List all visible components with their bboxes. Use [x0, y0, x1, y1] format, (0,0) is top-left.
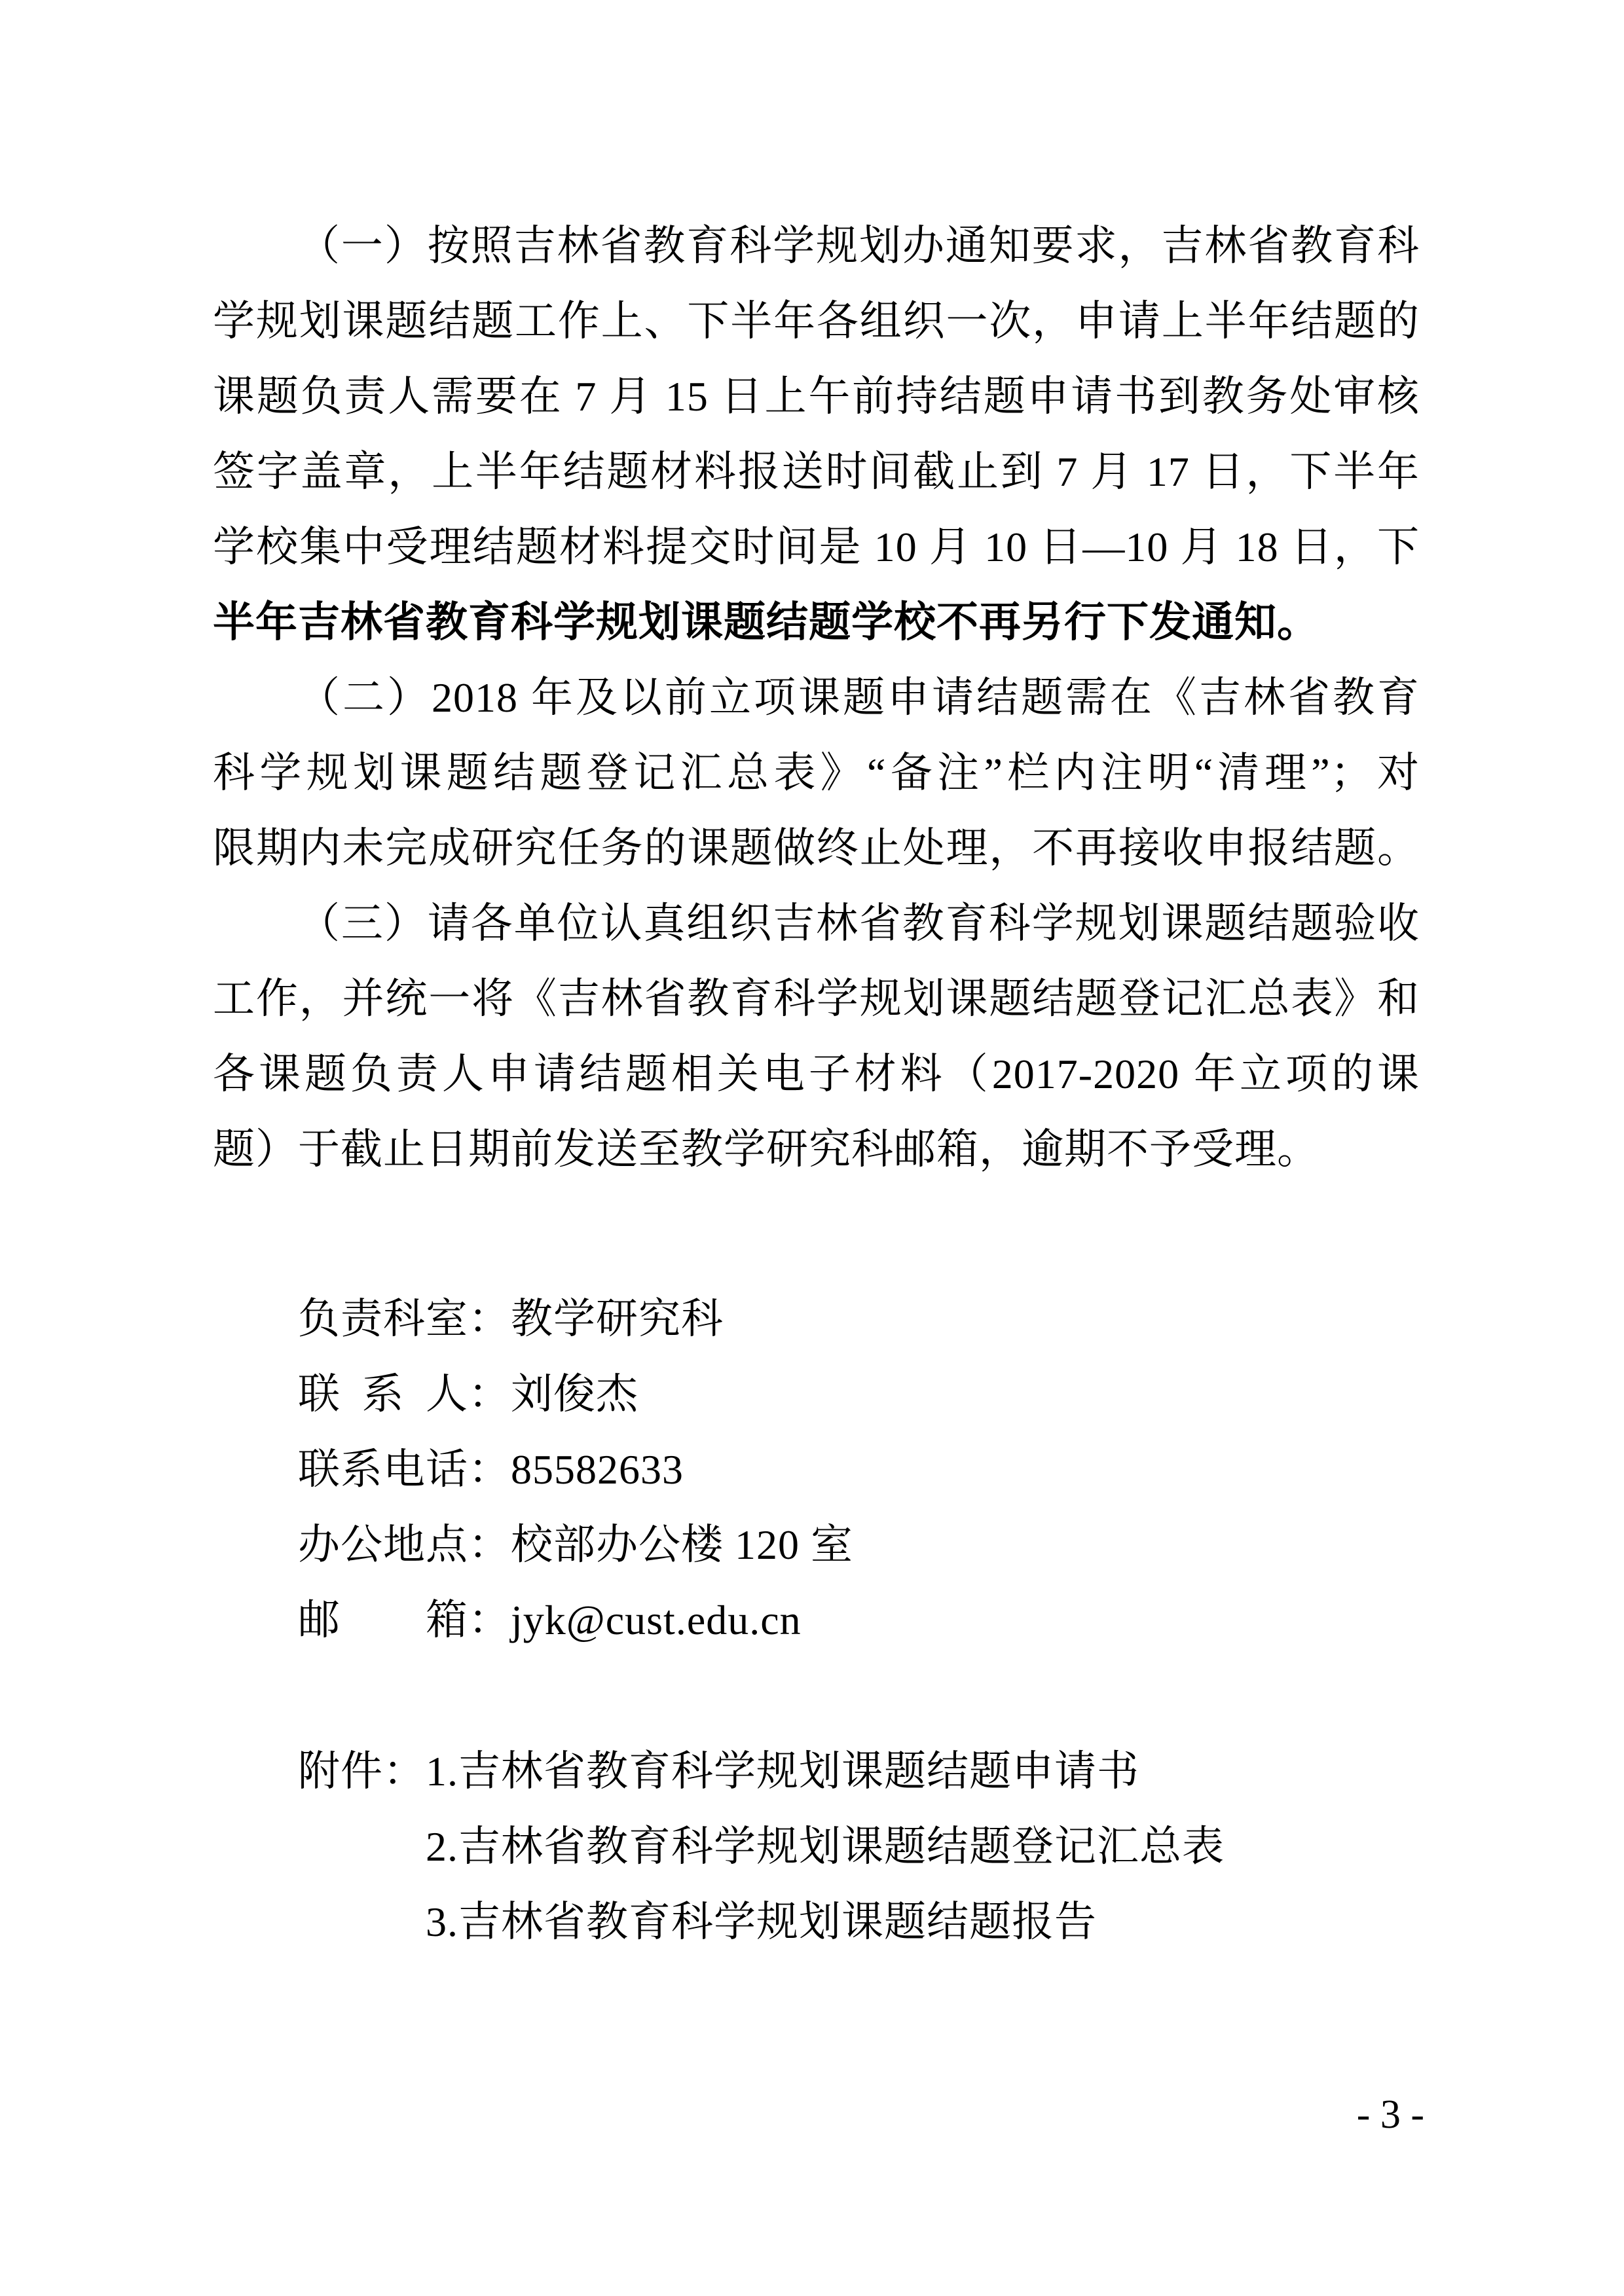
notice-body — [213, 208, 1420, 1187]
body-line: 签字盖章，上半年结题材料报送时间截止到 7 月 17 日，下半年 — [213, 448, 1420, 495]
body-line: 各课题负责人申请结题相关电子材料（2017-2020 年立项的课 — [213, 1051, 1420, 1097]
contact-label: 联系人 — [298, 1371, 468, 1417]
body-line: 课题负责人需要在 7 月 15 日上午前持结题申请书到教务处审核 — [213, 373, 1420, 420]
contact-value: 教学研究科 — [511, 1296, 724, 1342]
body-line: 学校集中受理结题材料提交时间是 10 月 10 日—10 月 18 日，下 — [213, 524, 1420, 570]
body-line: 科学规划课题结题登记汇总表》“备注”栏内注明“清理”；对 — [213, 750, 1420, 796]
body-line: 限期内未完成研究任务的课题做终止处理，不再接收申报结题。 — [213, 825, 1420, 871]
contact-value: 85582633 — [511, 1446, 684, 1493]
body-line-emphasis: 半年吉林省教育科学规划课题结题学校不再另行下发通知。 — [213, 599, 1320, 646]
contact-value: 刘俊杰 — [511, 1371, 638, 1417]
contact-label: 办公地点 — [298, 1522, 468, 1568]
attachments-label: 附件： — [298, 1748, 426, 1795]
body-line: 工作，并统一将《吉林省教育科学规划课题结题登记汇总表》和 — [213, 975, 1420, 1022]
contact-row-email — [213, 1582, 853, 1658]
contact-row-address — [213, 1507, 853, 1582]
page-number: - 3 - — [1356, 2092, 1424, 2137]
attachment-item: 1.吉林省教育科学规划课题结题申请书 — [426, 1748, 1139, 1795]
colon: ： — [468, 1522, 511, 1568]
contact-label: 联系电话 — [298, 1446, 468, 1493]
attachments — [213, 1734, 1225, 1959]
contact-info — [213, 1281, 853, 1658]
body-line: （一）按照吉林省教育科学规划办通知要求，吉林省教育科 — [298, 223, 1420, 269]
attachment-row — [213, 1884, 1225, 1959]
colon: ： — [468, 1296, 511, 1342]
contact-label: 邮箱 — [298, 1597, 468, 1643]
attachment-item: 2.吉林省教育科学规划课题结题登记汇总表 — [426, 1823, 1225, 1870]
body-line: 题）于截止日期前发送至教学研究科邮箱，逾期不予受理。 — [213, 1126, 1320, 1173]
body-line: （三）请各单位认真组织吉林省教育科学规划课题结题验收 — [298, 900, 1420, 947]
attachment-row — [213, 1809, 1225, 1884]
attachment-row — [213, 1734, 1225, 1809]
contact-row-person — [213, 1357, 853, 1432]
contact-value: 校部办公楼 120 室 — [511, 1522, 853, 1568]
contact-row-phone — [213, 1432, 853, 1507]
colon: ： — [468, 1446, 511, 1493]
contact-label: 负责科室 — [298, 1296, 468, 1342]
body-line: 学规划课题结题工作上、下半年各组织一次，申请上半年结题的 — [213, 298, 1420, 344]
contact-value: jyk@cust.edu.cn — [511, 1597, 802, 1643]
attachment-item: 3.吉林省教育科学规划课题结题报告 — [426, 1899, 1097, 1945]
contact-row-department — [213, 1281, 853, 1357]
colon: ： — [468, 1597, 511, 1643]
colon: ： — [468, 1371, 511, 1417]
body-line: （二）2018 年及以前立项课题申请结题需在《吉林省教育 — [298, 674, 1420, 721]
